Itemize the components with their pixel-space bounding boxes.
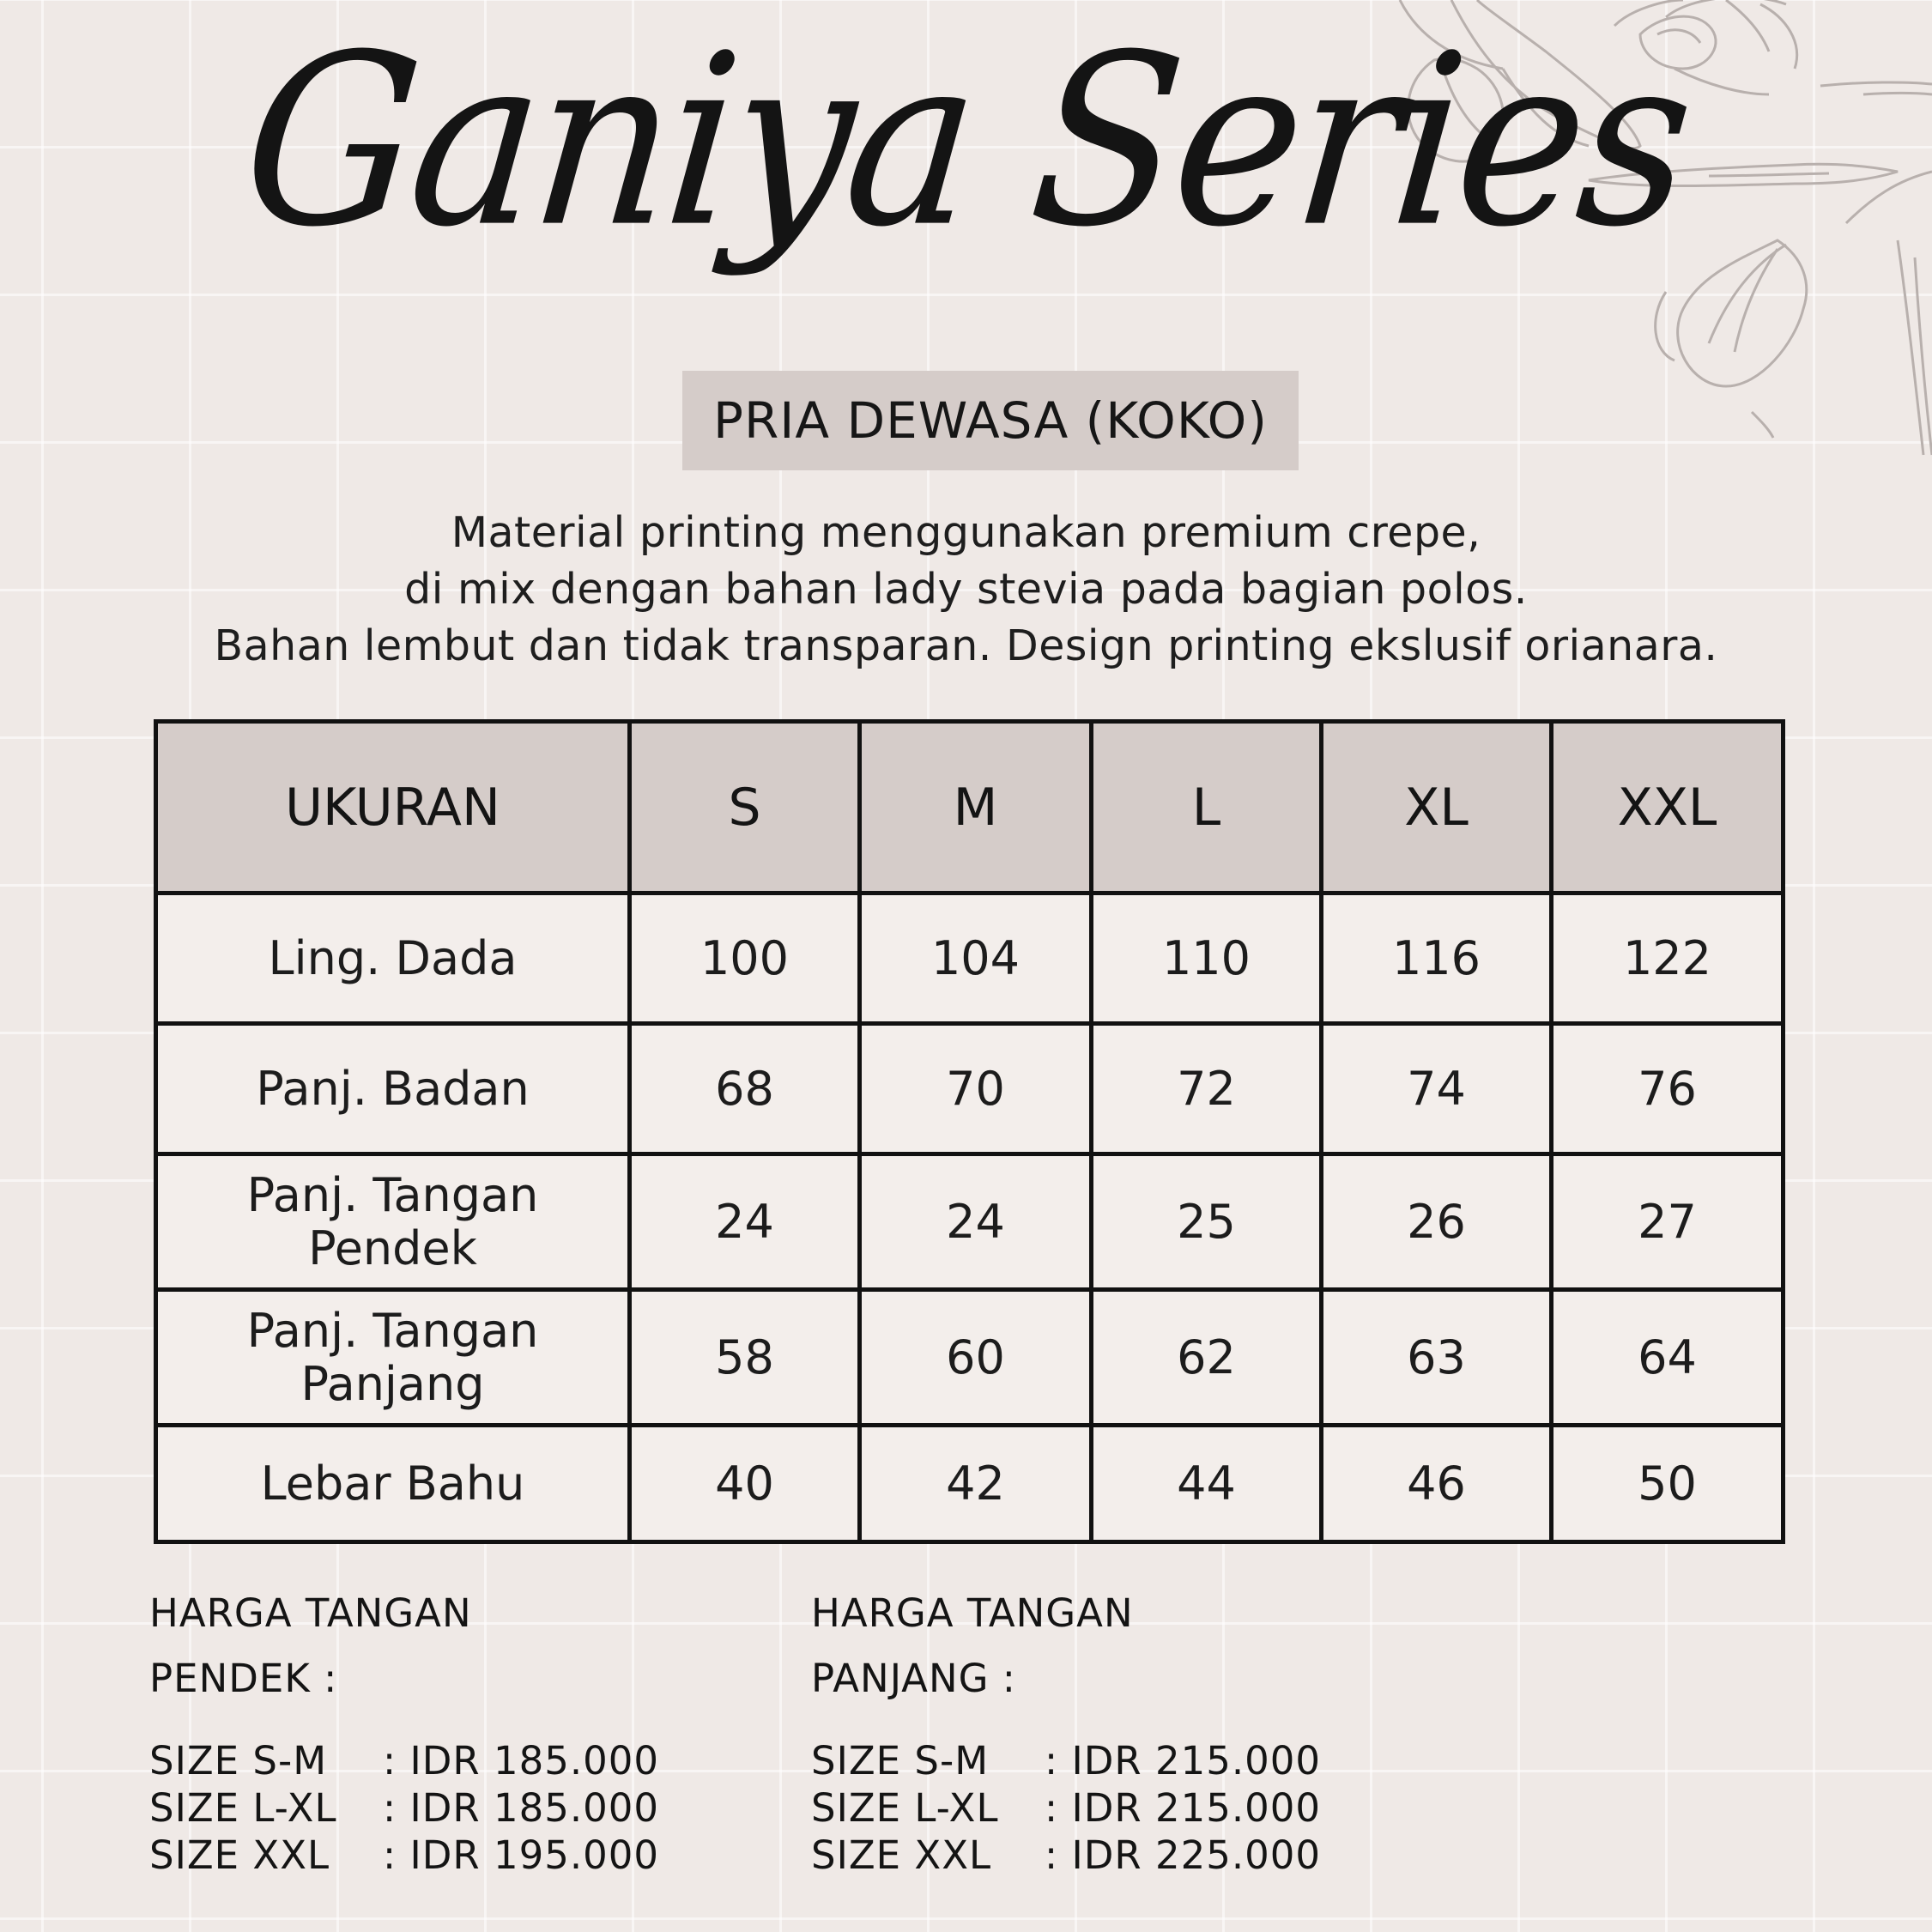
short-sleeve-price-title: HARGA TANGAN PENDEK : (149, 1590, 472, 1701)
table-cell: 72 (1092, 1024, 1322, 1154)
price-value: : IDR 215.000 (1045, 1785, 1322, 1831)
table-cell: 64 (1552, 1290, 1784, 1426)
table-cell: 25 (1092, 1154, 1322, 1290)
row-label: Ling. Dada (156, 893, 630, 1024)
price-value: : IDR 185.000 (383, 1738, 660, 1784)
table-row (156, 1426, 1784, 1542)
page-title: Ganiya Series (233, 3, 1699, 279)
price-row (149, 1737, 659, 1784)
price-row (149, 1784, 659, 1832)
table-cell: 58 (630, 1290, 860, 1426)
table-cell: 116 (1322, 893, 1552, 1024)
table-cell: 76 (1552, 1024, 1784, 1154)
table-row (156, 1154, 1784, 1290)
price-size: SIZE S-M (149, 1738, 328, 1784)
price-size: SIZE S-M (811, 1738, 990, 1784)
row-label: Panj. Badan (156, 1024, 630, 1154)
header-cell-ukuran: UKURAN (156, 722, 630, 893)
table-cell: 24 (630, 1154, 860, 1290)
table-cell: 40 (630, 1426, 860, 1542)
table-cell: 26 (1322, 1154, 1552, 1290)
subtitle-badge (682, 371, 1299, 470)
table-cell: 27 (1552, 1154, 1784, 1290)
short-sleeve-prices (149, 1581, 659, 1879)
table-cell: 42 (860, 1426, 1092, 1542)
price-value: : IDR 195.000 (383, 1832, 660, 1878)
price-value: : IDR 185.000 (383, 1785, 660, 1831)
table-cell: 68 (630, 1024, 860, 1154)
description-line: di mix dengan bahan lady stevia pada bagian polos. (404, 565, 1528, 614)
table-header-row (156, 722, 1784, 893)
table-cell: 70 (860, 1024, 1092, 1154)
header-cell-s: S (630, 722, 860, 893)
description-line: Bahan lembut dan tidak transparan. Design printing ekslusif orianara. (214, 621, 1718, 670)
header-cell-xl: XL (1322, 722, 1552, 893)
price-row (811, 1737, 1321, 1784)
table-cell: 62 (1092, 1290, 1322, 1426)
row-label: Panj. Tangan Pendek (156, 1154, 630, 1290)
table-cell: 60 (860, 1290, 1092, 1426)
long-sleeve-prices (811, 1581, 1321, 1879)
table-cell: 110 (1092, 893, 1322, 1024)
table-cell: 46 (1322, 1426, 1552, 1542)
subtitle-label: PRIA DEWASA (KOKO) (713, 391, 1268, 450)
table-cell: 24 (860, 1154, 1092, 1290)
price-size: SIZE XXL (149, 1832, 330, 1878)
header-cell-l: L (1092, 722, 1322, 893)
header-cell-m: M (860, 722, 1092, 893)
table-cell: 63 (1322, 1290, 1552, 1426)
description-line: Material printing menggunakan premium crepe, (451, 508, 1481, 557)
table-row (156, 1024, 1784, 1154)
price-value: : IDR 225.000 (1045, 1832, 1322, 1878)
price-row (811, 1832, 1321, 1879)
price-size: SIZE L-XL (149, 1785, 337, 1831)
description (0, 505, 1932, 675)
table-row (156, 893, 1784, 1024)
table-cell: 104 (860, 893, 1092, 1024)
row-label: Panj. Tangan Panjang (156, 1290, 630, 1426)
table-row (156, 1290, 1784, 1426)
price-row (149, 1832, 659, 1879)
header-cell-xxl: XXL (1552, 722, 1784, 893)
price-row (811, 1784, 1321, 1832)
table-cell: 122 (1552, 893, 1784, 1024)
size-table (154, 719, 1785, 1544)
table-cell: 50 (1552, 1426, 1784, 1542)
long-sleeve-price-title: HARGA TANGAN PANJANG : (811, 1590, 1134, 1701)
price-value: : IDR 215.000 (1045, 1738, 1322, 1784)
table-cell: 44 (1092, 1426, 1322, 1542)
table-cell: 100 (630, 893, 860, 1024)
price-size: SIZE L-XL (811, 1785, 999, 1831)
row-label: Lebar Bahu (156, 1426, 630, 1542)
table-cell: 74 (1322, 1024, 1552, 1154)
price-size: SIZE XXL (811, 1832, 992, 1878)
